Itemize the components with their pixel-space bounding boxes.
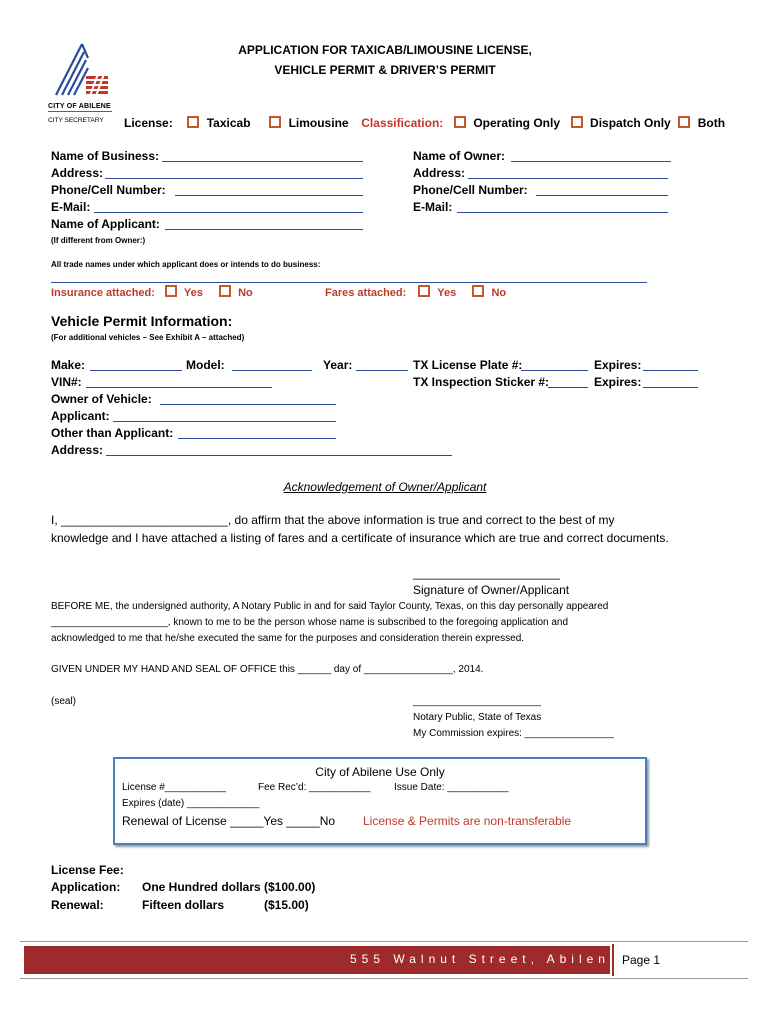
insurance-label: Insurance attached:: [51, 287, 155, 299]
vehicle-applicant-field[interactable]: [113, 409, 336, 422]
renewal-fee-value-a: Fifteen dollars: [142, 898, 225, 912]
logo-city-name: CITY OF ABILENE: [48, 103, 111, 110]
trade-names-label: All trade names under which applicant does or intends to do business:: [51, 260, 321, 269]
dispatch-only-label: Dispatch Only: [590, 116, 671, 130]
footer-divider: [612, 944, 614, 976]
notary-p3: acknowledged to me that he/she executed the same for the purposes and consideration therein expressed.: [51, 633, 525, 644]
page-number: Page 1: [622, 953, 661, 967]
name-of-applicant-label: Name of Applicant:: [51, 217, 160, 231]
office-license-no: License #___________: [122, 782, 226, 793]
renewal-fee-value-b: ($15.00): [264, 898, 309, 912]
fares-label: Fares attached:: [325, 287, 407, 299]
page-title-line2: VEHICLE PERMIT & DRIVER’S PERMIT: [274, 63, 496, 77]
fares-yes-checkbox[interactable]: [418, 285, 430, 297]
plate-expires-label: Expires:: [594, 358, 642, 372]
seal-label: (seal): [51, 696, 77, 707]
vehicle-applicant-label: Applicant:: [51, 409, 110, 423]
address-field[interactable]: [105, 166, 363, 179]
office-renewal: Renewal of License _____Yes _____No: [122, 814, 336, 828]
vin-label: VIN#:: [51, 375, 82, 389]
owner-of-vehicle-label: Owner of Vehicle:: [51, 392, 152, 406]
vin-field[interactable]: [86, 375, 272, 388]
both-label: Both: [697, 116, 726, 130]
other-than-applicant-field[interactable]: [178, 426, 336, 439]
ack-line2: knowledge and I have attached a listing of fares and a certificate of insurance which are true and correct documents.: [51, 531, 669, 545]
plate-label: TX License Plate #:: [413, 358, 523, 372]
office-use-title: City of Abilene Use Only: [315, 765, 445, 779]
vehicle-address-label: Address:: [51, 443, 104, 457]
other-than-applicant-label: Other than Applicant:: [51, 426, 174, 440]
non-transferable-note: License & Permits are non-transferable: [363, 814, 572, 828]
insurance-yes-label: Yes: [183, 287, 203, 299]
name-of-owner-field[interactable]: [511, 149, 671, 162]
vehicle-permit-note: (For additional vehicles – See Exhibit A – attached): [51, 333, 245, 342]
signature-line[interactable]: ______________________: [413, 566, 560, 580]
taxicab-label: Taxicab: [206, 116, 251, 130]
limousine-label: Limousine: [288, 116, 349, 130]
address-label: Address:: [51, 166, 104, 180]
make-field[interactable]: [90, 358, 182, 371]
license-fee-label: License Fee:: [51, 863, 124, 877]
fares-no-label: No: [491, 287, 507, 299]
insurance-yes-checkbox[interactable]: [165, 285, 177, 297]
renewal-fee-label: Renewal:: [51, 898, 104, 912]
plate-expires-field[interactable]: [643, 358, 698, 371]
make-label: Make:: [51, 358, 86, 372]
phone-label: Phone/Cell Number:: [51, 183, 166, 197]
year-label: Year:: [323, 358, 353, 372]
notary-p1: BEFORE ME, the undersigned authority, A Notary Public in and for said Taylor County, Texas, on this day personally appeared: [51, 601, 609, 612]
sticker-expires-field[interactable]: [643, 375, 698, 388]
notary-p2: _____________________, known to me to be the person whose name is subscribed to the foregoing application and: [51, 617, 569, 628]
owner-phone-field[interactable]: [536, 183, 668, 196]
fares-yes-label: Yes: [437, 287, 457, 299]
owner-phone-label: Phone/Cell Number:: [413, 183, 528, 197]
ack-heading: Acknowledgement of Owner/Applicant: [283, 480, 487, 494]
plate-field[interactable]: [521, 358, 588, 371]
vehicle-permit-heading: Vehicle Permit Information:: [51, 313, 233, 329]
owner-address-field[interactable]: [468, 166, 668, 179]
model-label: Model:: [186, 358, 225, 372]
insurance-no-label: No: [238, 287, 253, 299]
email-label: E-Mail:: [51, 200, 91, 214]
trade-names-field[interactable]: [51, 270, 647, 283]
name-of-business-field[interactable]: [162, 149, 363, 162]
license-label: License:: [124, 116, 173, 130]
taxicab-checkbox[interactable]: [187, 116, 199, 128]
signature-label: Signature of Owner/Applicant: [413, 583, 570, 597]
owner-email-label: E-Mail:: [413, 200, 453, 214]
footer-rule: [20, 941, 748, 942]
notary-public-label: Notary Public, State of Texas: [413, 712, 542, 723]
fares-no-checkbox[interactable]: [472, 285, 484, 297]
vehicle-address-field[interactable]: [106, 443, 452, 456]
page-title-line1: APPLICATION FOR TAXICAB/LIMOUSINE LICENSE,: [238, 43, 532, 57]
logo-divider: [48, 111, 112, 112]
given-under-hand: GIVEN UNDER MY HAND AND SEAL OF OFFICE this ______ day of ________________, 2014.: [51, 664, 484, 675]
owner-email-field[interactable]: [457, 200, 668, 213]
insurance-row: [51, 285, 253, 299]
name-of-business-label: Name of Business:: [51, 149, 160, 163]
notary-signature-line[interactable]: _______________________: [413, 696, 541, 707]
commission-expires: My Commission expires: ________________: [413, 728, 614, 739]
sticker-field[interactable]: [548, 375, 588, 388]
phone-field[interactable]: [175, 183, 363, 196]
application-fee-label: Application:: [51, 880, 121, 894]
year-field[interactable]: [356, 358, 408, 371]
operating-only-label: Operating Only: [473, 116, 561, 130]
office-issue-date: Issue Date: ___________: [394, 782, 509, 793]
sticker-expires-label: Expires:: [594, 375, 642, 389]
ack-line1: I, _________________________, do affirm that the above information is true and correct to the best of my: [51, 513, 615, 527]
model-field[interactable]: [232, 358, 312, 371]
dispatch-only-checkbox[interactable]: [571, 116, 583, 128]
name-of-owner-label: Name of Owner:: [413, 149, 506, 163]
both-checkbox[interactable]: [678, 116, 690, 128]
footer-address: 555 Walnut Street, Abilene: [350, 952, 622, 966]
operating-only-checkbox[interactable]: [454, 116, 466, 128]
office-fee-recd: Fee Rec’d: ___________: [258, 782, 371, 793]
footer-bottom-rule: [20, 978, 748, 979]
name-of-applicant-field[interactable]: [165, 217, 363, 230]
sticker-label: TX Inspection Sticker #:: [413, 375, 550, 389]
insurance-no-checkbox[interactable]: [219, 285, 231, 297]
office-expires: Expires (date) _____________: [122, 798, 260, 809]
classification-label: Classification:: [361, 116, 444, 130]
license-row: [124, 116, 725, 130]
application-fee-value: One Hundred dollars ($100.00): [142, 880, 316, 894]
owner-address-label: Address:: [413, 166, 466, 180]
limousine-checkbox[interactable]: [269, 116, 281, 128]
logo-dept: CITY SECRETARY: [48, 117, 104, 124]
email-field[interactable]: [94, 200, 363, 213]
if-different-note: (If different from Owner:): [51, 236, 146, 245]
owner-of-vehicle-field[interactable]: [160, 392, 336, 405]
fares-row: [325, 285, 506, 299]
